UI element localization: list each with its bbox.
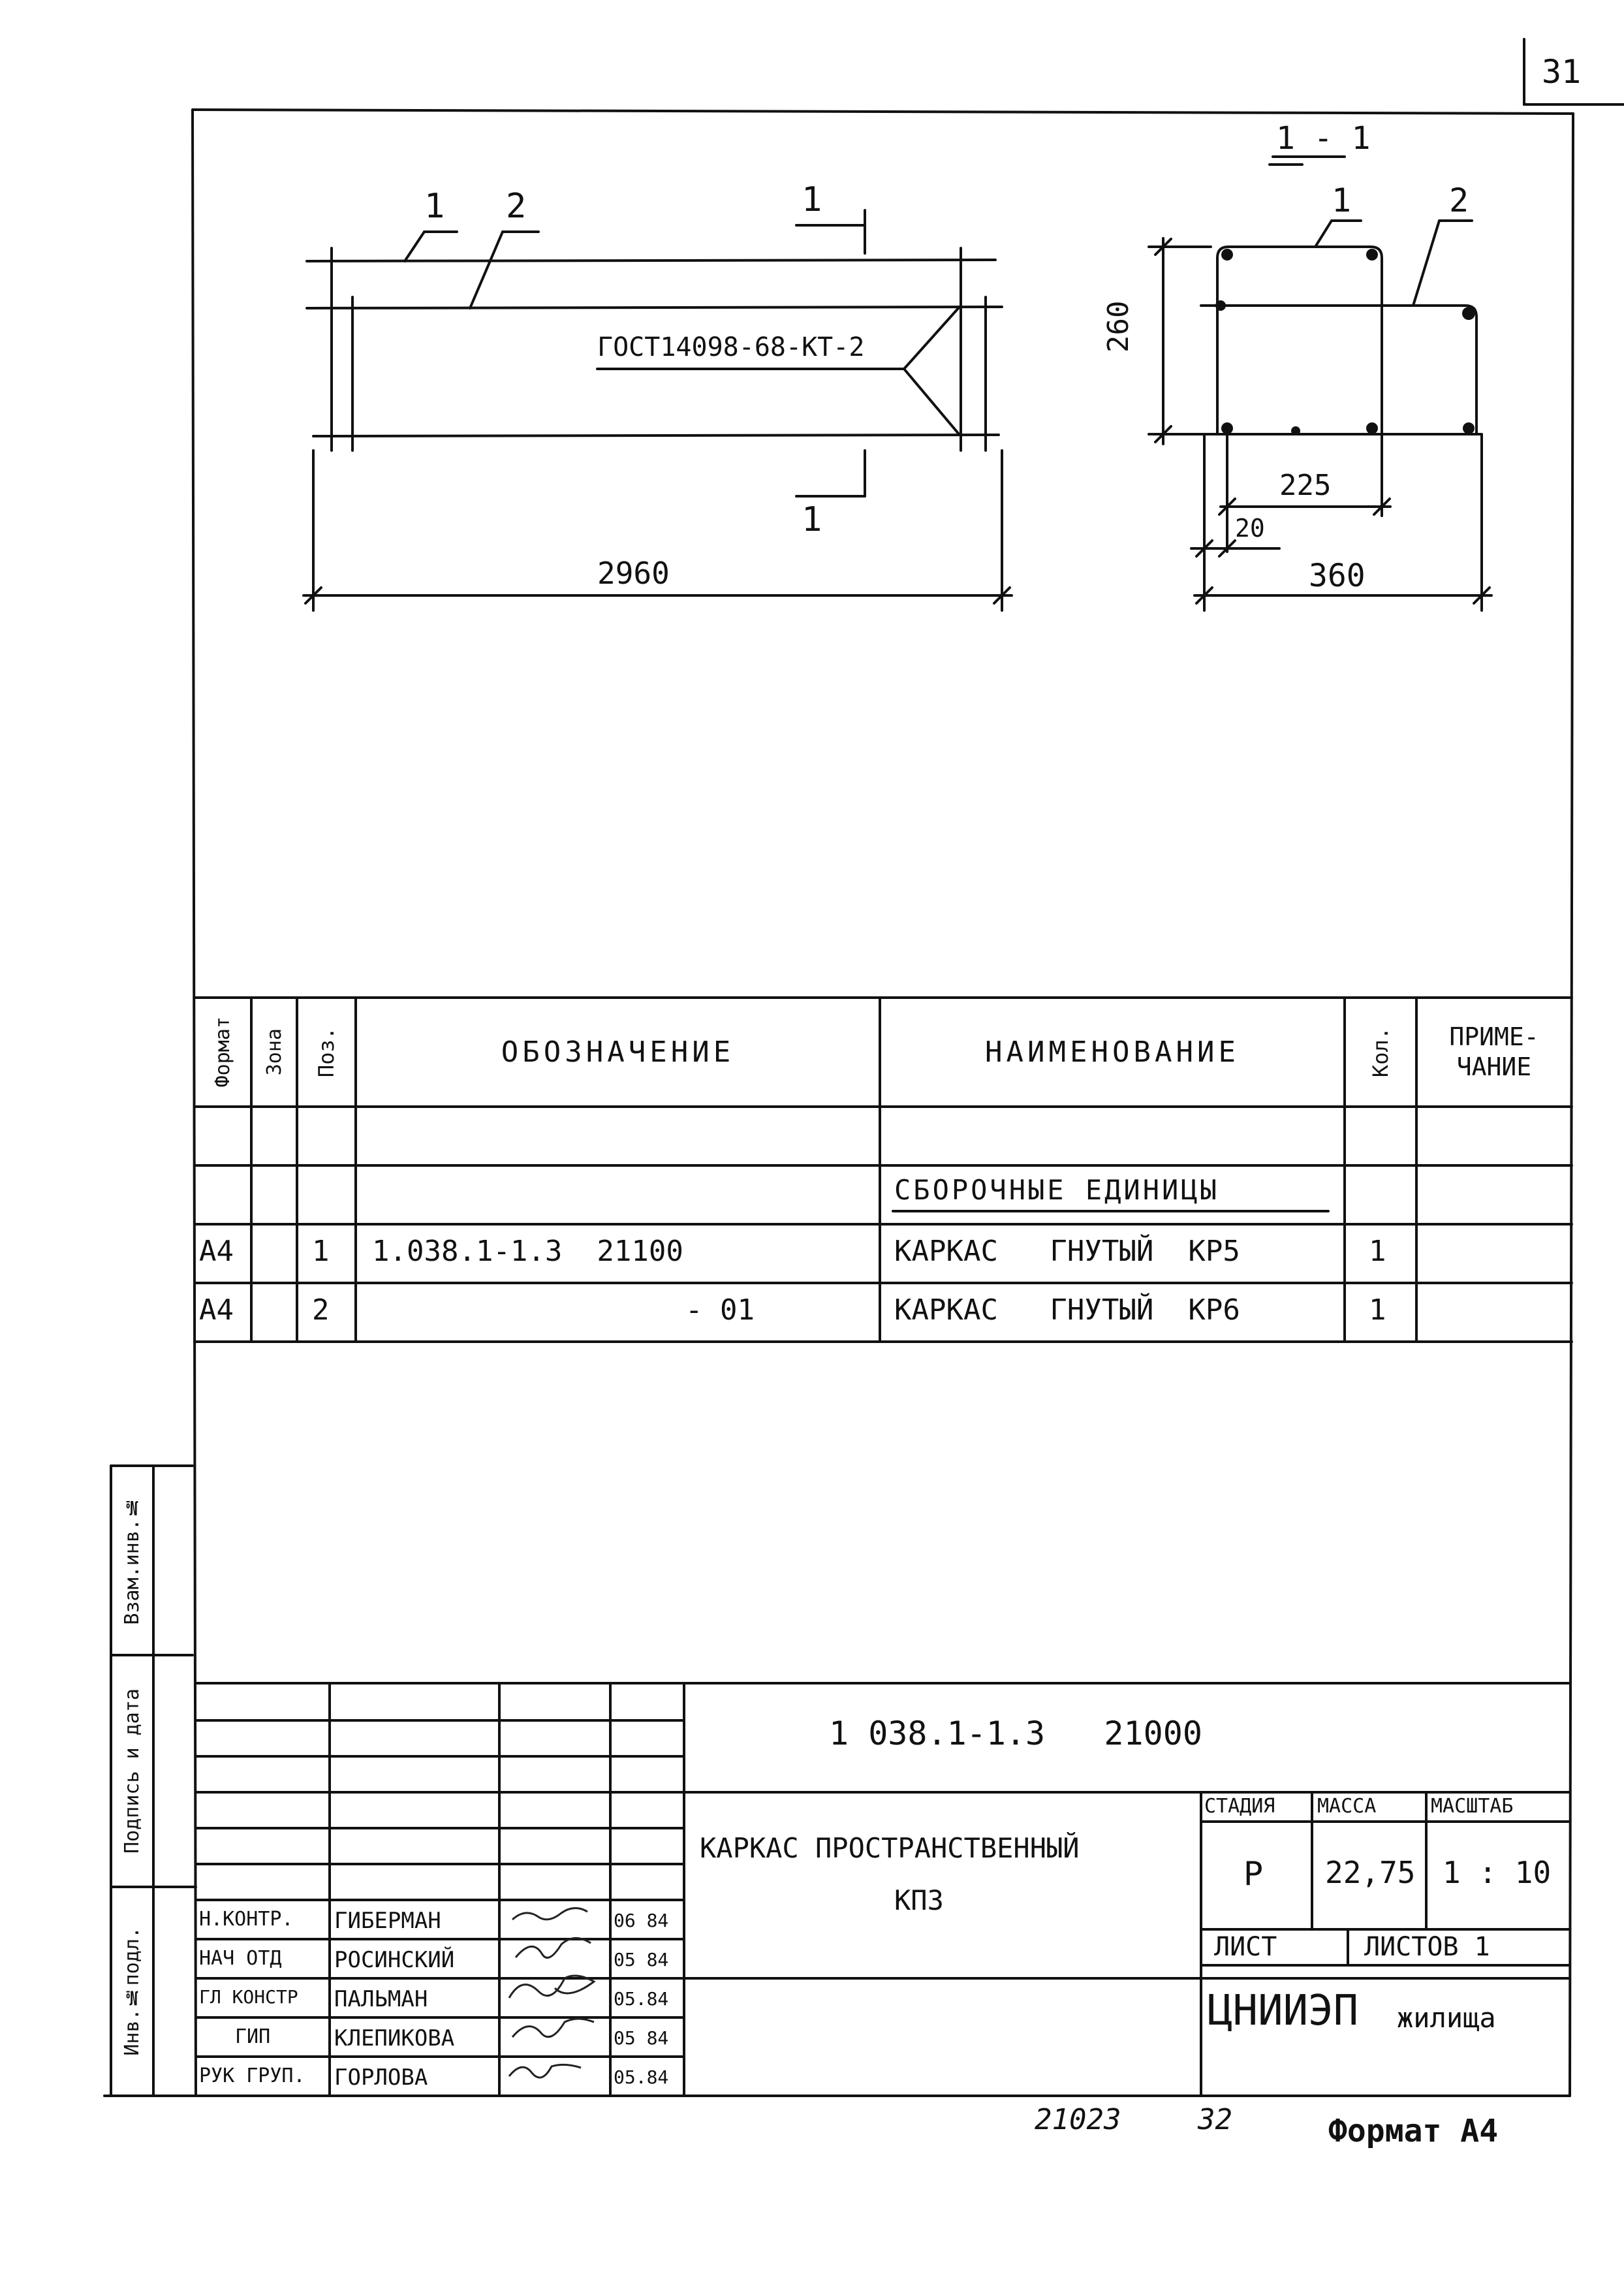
weld-note: ГОСТ14098-68-КТ-2	[597, 332, 865, 362]
stage-value: Р	[1243, 1855, 1264, 1893]
dim-360: 360	[1309, 558, 1366, 594]
title-line1: КАРКАС ПРОСТРАНСТВЕННЫЙ	[700, 1832, 1080, 1864]
document-code: 1 038.1-1.3 21000	[829, 1715, 1202, 1752]
stamp-signature-date: Подпись и дата	[121, 1688, 144, 1854]
stamp-replace-inv: Взам.инв.№	[121, 1496, 144, 1625]
signer1-name: ГИБЕРМАН	[334, 1908, 441, 1934]
signer2-name: РОСИНСКИЙ	[334, 1947, 455, 1973]
mass-label: МАССА	[1317, 1795, 1377, 1818]
signer2-role: НАЧ ОТД	[199, 1947, 282, 1970]
header-format: Формат	[211, 1017, 234, 1088]
signer2-date: 05 84	[614, 1949, 669, 1970]
signer4-role: ГИП	[235, 2025, 271, 2048]
header-note: ПРИМЕ- ЧАНИЕ	[1449, 1022, 1539, 1081]
header-position: Поз.	[314, 1026, 339, 1078]
stamp-inv-original: Инв.№подл.	[121, 1927, 144, 2056]
organization-sub: жилища	[1397, 2002, 1496, 2034]
header-quantity: Кол.	[1368, 1026, 1393, 1078]
section-heading: СБОРОЧНЫЕ ЕДИНИЦЫ	[894, 1174, 1219, 1206]
elev-pos1-label: 1	[424, 187, 445, 226]
organization-name: ЦНИИЭП	[1208, 1987, 1359, 2035]
signer5-date: 05.84	[614, 2066, 669, 2088]
sec-pos1-label: 1	[1332, 182, 1352, 219]
header-designation: ОБОЗНАЧЕНИЕ	[501, 1036, 735, 1069]
section-title: 1 - 1	[1276, 120, 1371, 157]
footer-right-number: 32	[1198, 2103, 1232, 2136]
signer3-role: ГЛ КОНСТР	[199, 1986, 298, 2008]
row1-qty: 1	[1369, 1235, 1386, 1268]
signer4-name: КЛЕПИКОВА	[334, 2025, 455, 2051]
length-dimension: 2960	[597, 556, 670, 591]
row2-designation: - 01	[685, 1293, 755, 1327]
header-name: НАИМЕНОВАНИЕ	[985, 1036, 1240, 1069]
row1-pos: 1	[312, 1235, 330, 1268]
row2-qty: 1	[1369, 1293, 1386, 1327]
row2-pos: 2	[312, 1293, 330, 1327]
section-mark-bottom: 1	[802, 500, 822, 539]
sheets-label: ЛИСТОВ 1	[1364, 1932, 1490, 1962]
title-line2: КП3	[894, 1884, 944, 1916]
section-mark-top: 1	[802, 180, 822, 219]
format-label: Формат А4	[1328, 2113, 1499, 2149]
signer4-date: 05 84	[614, 2027, 669, 2049]
mass-value: 22,75	[1325, 1855, 1416, 1890]
sheet-label: ЛИСТ	[1214, 1932, 1277, 1962]
sec-pos2-label: 2	[1449, 182, 1469, 219]
signer5-name: ГОРЛОВА	[334, 2064, 428, 2091]
signer3-date: 05.84	[614, 1988, 669, 2010]
scale-value: 1 : 10	[1443, 1855, 1552, 1890]
row1-name: КАРКАС ГНУТЫЙ КР5	[894, 1235, 1240, 1268]
elev-pos2-label: 2	[506, 187, 527, 226]
signer3-name: ПАЛЬМАН	[334, 1986, 428, 2012]
row2-name: КАРКАС ГНУТЫЙ КР6	[894, 1293, 1240, 1327]
signer1-date: 06 84	[614, 1910, 669, 1931]
scale-label: МАСШТАБ	[1431, 1795, 1514, 1818]
footer-left-number: 21023	[1035, 2103, 1121, 2136]
header-zone: Зона	[262, 1028, 286, 1076]
signer5-role: РУК ГРУП.	[199, 2064, 305, 2087]
stage-label: СТАДИЯ	[1204, 1795, 1275, 1818]
dim-20: 20	[1235, 514, 1265, 543]
signer1-role: Н.КОНТР.	[199, 1908, 294, 1931]
row1-format: А4	[199, 1235, 234, 1268]
row2-format: А4	[199, 1293, 234, 1327]
row1-designation: 1.038.1-1.3 21100	[372, 1235, 683, 1268]
height-dimension: 260	[1102, 300, 1135, 353]
page-number: 31	[1542, 53, 1582, 91]
dim-225: 225	[1279, 469, 1332, 502]
